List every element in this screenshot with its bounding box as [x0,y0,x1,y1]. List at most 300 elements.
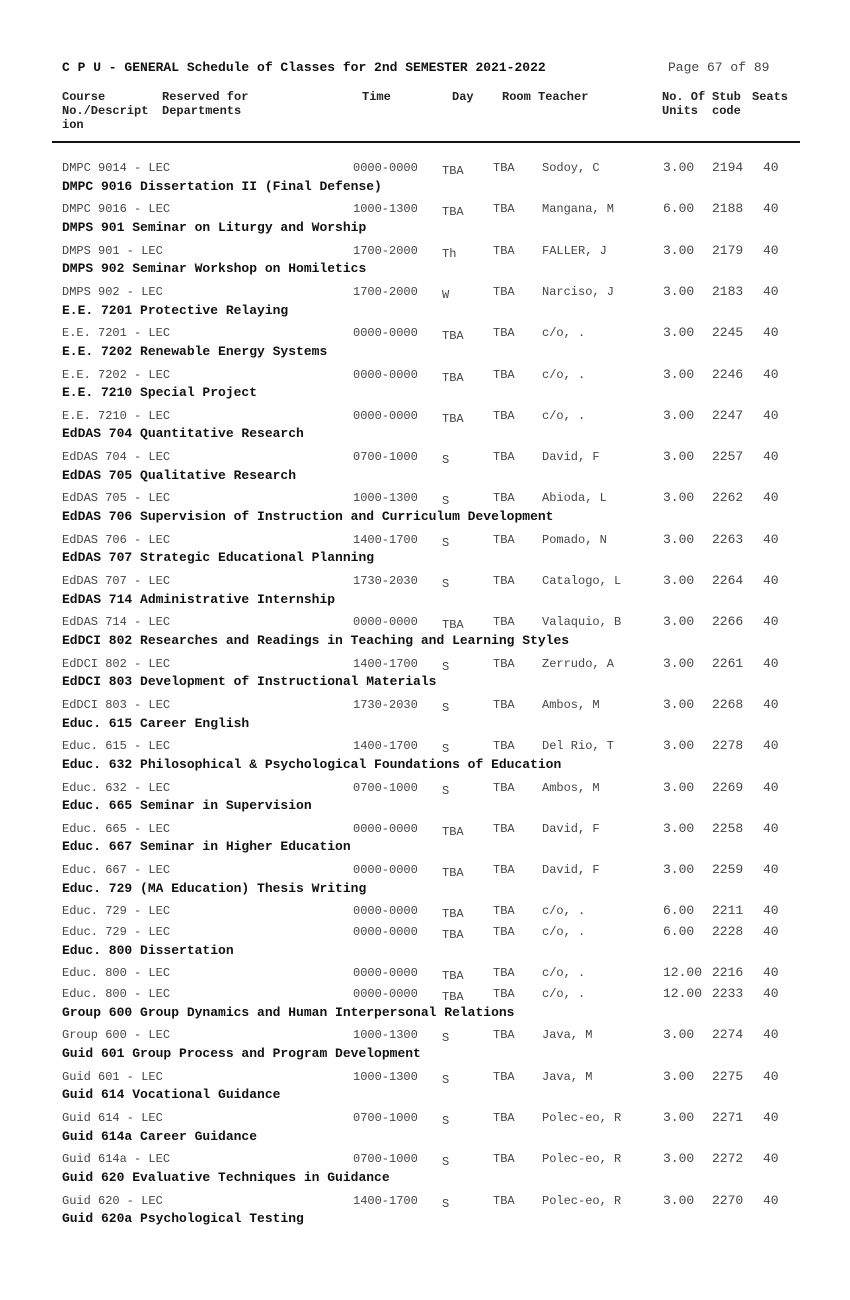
section-seats: 40 [763,490,779,506]
section-units: 3.00 [663,407,695,423]
section-code: EdDAS 704 - LEC [62,450,171,465]
section-teacher: Abioda, L [542,491,607,506]
section-code: EdDAS 706 - LEC [62,532,171,547]
column-header-stub-line2: code [712,104,741,118]
section-units: 12.00 [663,965,703,981]
section-day: TBA [442,411,464,426]
course-title: Guid 614a Career Guidance [62,1128,258,1144]
section-teacher: c/o, . [542,367,586,382]
section-units: 3.00 [663,283,695,299]
section-time: 0000-0000 [353,863,418,878]
section-room: TBA [493,450,515,465]
section-time: 1400-1700 [353,1193,418,1208]
section-stub-code: 2264 [712,573,744,588]
section-units: 3.00 [663,1151,695,1167]
section-seats: 40 [763,738,779,754]
section-code: Educ. 665 - LEC [62,821,171,836]
course-title-row [0,550,850,570]
course-title-row [0,344,850,364]
section-code: Guid 614a - LEC [62,1152,171,1167]
section-room: TBA [493,1193,515,1208]
section-code: EdDCI 803 - LEC [62,697,171,712]
course-title: DMPS 901 Seminar on Liturgy and Worship [62,219,367,235]
section-day: TBA [442,969,464,984]
section-day: S [442,1113,450,1128]
section-day: W [442,287,450,302]
section-stub-code: 2261 [712,655,744,671]
section-teacher: FALLER, J [542,243,607,258]
section-room: TBA [493,904,515,919]
course-title-row [0,592,850,612]
course-title-row [0,633,850,653]
section-stub-code: 2263 [712,531,744,547]
course-title-row [0,179,850,199]
section-time: 0700-1000 [353,450,418,465]
section-room: TBA [493,656,515,671]
section-stub-code: 2271 [712,1109,744,1125]
section-room: TBA [493,1028,515,1043]
section-time: 0000-0000 [353,408,418,423]
section-stub-code: 2228 [712,924,744,939]
section-day: S [442,1155,450,1170]
section-teacher: Polec-eo, R [542,1152,622,1167]
section-code: Educ. 615 - LEC [62,739,171,754]
section-code: EdDCI 802 - LEC [62,656,171,671]
section-row [0,1191,850,1211]
course-title: EdDCI 802 Researches and Readings in Teaching and Learning Styles [62,633,570,648]
section-day: TBA [442,205,464,220]
section-stub-code: 2179 [712,242,744,258]
section-row [0,282,850,302]
page-title: C P U - GENERAL Schedule of Classes for 2nd SEMESTER 2021-2022 [62,60,546,75]
section-time: 0000-0000 [353,904,418,919]
section-row [0,963,850,983]
section-room: TBA [493,739,515,754]
section-day: TBA [442,990,464,1004]
course-title: EdDAS 706 Supervision of Instruction and Curriculum Development [62,509,554,524]
section-teacher: Zerrudo, A [542,656,615,671]
course-title-row [0,798,850,818]
course-title-row [0,509,850,529]
section-teacher: David, F [542,450,600,465]
section-time: 0700-1000 [353,1152,418,1167]
section-code: Guid 601 - LEC [62,1069,163,1084]
section-room: TBA [493,780,515,795]
course-title-row [0,1005,850,1025]
section-units: 3.00 [663,738,695,754]
section-room: TBA [493,532,515,547]
section-teacher: c/o, . [542,966,586,981]
section-code: Educ. 632 - LEC [62,780,171,795]
section-room: TBA [493,408,515,423]
section-time: 1730-2030 [353,574,418,588]
section-room: TBA [493,161,515,175]
section-units: 3.00 [663,820,695,836]
column-header-units-line2: Units [662,104,699,118]
section-room: TBA [493,326,515,341]
section-seats: 40 [763,1068,779,1084]
section-day: S [442,783,450,798]
section-time: 0000-0000 [353,966,418,981]
section-time: 1000-1300 [353,1069,418,1084]
section-time: 1700-2000 [353,284,418,299]
course-title-row [0,757,850,777]
column-header-day: Day [452,90,474,104]
course-title-row [0,220,850,240]
section-stub-code: 2270 [712,1192,744,1208]
section-row [0,901,850,921]
column-header-units [662,90,705,118]
section-code: Educ. 800 - LEC [62,987,171,1001]
section-stub-code: 2259 [712,862,744,878]
course-title-row [0,385,850,405]
section-seats: 40 [763,573,779,588]
course-title: EdDAS 707 Strategic Educational Planning [62,550,375,566]
section-row [0,406,850,426]
section-day: TBA [442,824,464,839]
section-time: 0000-0000 [353,925,418,939]
section-day: TBA [442,907,464,922]
section-stub-code: 2274 [712,1027,744,1043]
column-header-seats: Seats [752,90,789,104]
section-units: 3.00 [663,862,695,878]
course-title-row [0,1046,850,1066]
section-row [0,199,850,219]
section-code: Educ. 729 - LEC [62,925,171,939]
section-day: TBA [442,928,464,942]
section-code: EdDAS 705 - LEC [62,491,171,506]
section-teacher: Polec-eo, R [542,1110,622,1125]
section-units: 3.00 [663,614,695,630]
column-header-reserved-line1: Reserved for [162,90,249,104]
section-time: 0000-0000 [353,326,418,341]
course-title: E.E. 7210 Special Project [62,385,258,401]
section-room: TBA [493,574,515,588]
section-seats: 40 [763,696,779,712]
section-seats: 40 [763,965,779,981]
course-title: Educ. 800 Dissertation [62,942,234,958]
section-seats: 40 [763,242,779,258]
column-header-course [62,90,148,132]
section-room: TBA [493,987,515,1001]
section-teacher: Del Rio, T [542,739,615,754]
section-code: DMPC 9016 - LEC [62,202,171,217]
section-day: S [442,535,450,550]
section-time: 1400-1700 [353,739,418,754]
column-header-stub [712,90,741,118]
section-units: 3.00 [663,1027,695,1043]
section-room: TBA [493,615,515,630]
section-teacher: Mangana, M [542,202,615,217]
course-title-row [0,1087,850,1107]
section-row [0,1108,850,1128]
section-units: 12.00 [663,986,703,1001]
section-units: 3.00 [663,696,695,712]
section-units: 6.00 [663,903,695,919]
section-teacher: David, F [542,863,600,878]
section-seats: 40 [763,820,779,836]
section-code: EdDAS 714 - LEC [62,615,171,630]
section-code: Educ. 729 - LEC [62,904,171,919]
column-header-stub-line1: Stub [712,90,741,104]
section-time: 0000-0000 [353,821,418,836]
section-seats: 40 [763,283,779,299]
section-row [0,488,850,508]
section-stub-code: 2216 [712,965,744,981]
section-room: TBA [493,202,515,217]
course-title: EdDAS 714 Administrative Internship [62,591,336,607]
course-title-row [0,261,850,281]
course-title-row [0,839,850,859]
section-teacher: c/o, . [542,987,586,1001]
course-title-row [0,716,850,736]
section-code: DMPS 901 - LEC [62,243,163,258]
course-title-row [0,303,850,323]
column-header-time: Time [362,90,391,104]
section-day: S [442,742,450,757]
section-time: 0000-0000 [353,367,418,382]
section-row [0,922,850,942]
course-title-row [0,943,850,963]
section-day: TBA [442,370,464,385]
section-time: 1700-2000 [353,243,418,258]
section-seats: 40 [763,903,779,919]
section-room: TBA [493,697,515,712]
section-room: TBA [493,367,515,382]
section-room: TBA [493,1110,515,1125]
section-row [0,778,850,798]
section-row [0,860,850,880]
section-code: Guid 620 - LEC [62,1193,163,1208]
section-stub-code: 2211 [712,903,744,919]
section-teacher: Catalogo, L [542,574,622,588]
course-title-row [0,674,850,694]
section-seats: 40 [763,655,779,671]
section-row [0,1025,850,1045]
course-title: E.E. 7201 Protective Relaying [62,302,289,318]
section-day: TBA [442,866,464,881]
section-seats: 40 [763,325,779,341]
header-divider [52,141,800,143]
column-header-reserved-line2: Departments [162,104,242,118]
section-room: TBA [493,284,515,299]
section-code: DMPS 902 - LEC [62,284,163,299]
section-seats: 40 [763,614,779,630]
section-units: 3.00 [663,1109,695,1125]
section-stub-code: 2194 [712,160,744,175]
section-code: Educ. 800 - LEC [62,966,171,981]
section-day: S [442,1072,450,1087]
section-stub-code: 2233 [712,986,744,1001]
section-row [0,323,850,343]
section-row [0,1067,850,1087]
course-title-row [0,468,850,488]
section-seats: 40 [763,1151,779,1167]
section-row [0,158,850,178]
section-teacher: Polec-eo, R [542,1193,622,1208]
section-units: 3.00 [663,242,695,258]
section-units: 3.00 [663,779,695,795]
section-units: 3.00 [663,160,695,175]
section-stub-code: 2268 [712,696,744,712]
section-stub-code: 2246 [712,366,744,382]
section-units: 6.00 [663,201,695,217]
section-time: 1000-1300 [353,1028,418,1043]
section-units: 3.00 [663,325,695,341]
section-day: S [442,1031,450,1046]
course-title-row [0,1129,850,1149]
section-row [0,1149,850,1169]
course-title-row [0,1211,850,1231]
section-units: 3.00 [663,531,695,547]
section-seats: 40 [763,407,779,423]
section-row [0,984,850,1004]
course-title: Guid 614 Vocational Guidance [62,1087,281,1103]
section-seats: 40 [763,1109,779,1125]
section-stub-code: 2269 [712,779,744,795]
section-stub-code: 2257 [712,449,744,465]
section-room: TBA [493,966,515,981]
section-units: 3.00 [663,573,695,588]
column-header-course-line3: ion [62,118,84,132]
section-day: S [442,659,450,674]
section-seats: 40 [763,1192,779,1208]
section-teacher: David, F [542,821,600,836]
section-teacher: c/o, . [542,408,586,423]
column-header-reserved [162,90,248,118]
section-time: 0000-0000 [353,987,418,1001]
column-header-room-teacher: Room Teacher [502,90,589,104]
section-teacher: Java, M [542,1069,593,1084]
section-row [0,530,850,550]
section-code: Educ. 667 - LEC [62,863,171,878]
section-units: 3.00 [663,655,695,671]
section-units: 3.00 [663,366,695,382]
course-title: E.E. 7202 Renewable Energy Systems [62,343,328,359]
section-time: 0000-0000 [353,615,418,630]
course-title: Guid 620 Evaluative Techniques in Guidance [62,1169,390,1185]
section-seats: 40 [763,449,779,465]
course-title-row [0,1170,850,1190]
section-room: TBA [493,863,515,878]
section-stub-code: 2272 [712,1151,744,1167]
section-stub-code: 2183 [712,283,744,299]
section-code: E.E. 7210 - LEC [62,408,171,423]
section-teacher: Java, M [542,1028,593,1043]
section-teacher: c/o, . [542,925,586,939]
section-units: 6.00 [663,924,695,939]
section-seats: 40 [763,160,779,175]
section-room: TBA [493,1069,515,1084]
section-stub-code: 2245 [712,325,744,341]
section-seats: 40 [763,366,779,382]
section-time: 1000-1300 [353,202,418,217]
section-row [0,447,850,467]
course-title-row [0,881,850,901]
section-room: TBA [493,821,515,836]
column-header-course-line1: Course [62,90,106,104]
section-time: 1000-1300 [353,491,418,506]
section-time: 1730-2030 [353,697,418,712]
course-title: Guid 601 Group Process and Program Development [62,1045,421,1061]
course-title: EdDCI 803 Development of Instructional Materials [62,674,437,690]
section-row [0,365,850,385]
section-code: EdDAS 707 - LEC [62,574,171,588]
section-day: S [442,453,450,468]
section-room: TBA [493,491,515,506]
section-stub-code: 2247 [712,407,744,423]
section-day: TBA [442,329,464,344]
section-row [0,571,850,591]
course-title-row [0,426,850,446]
section-row [0,736,850,756]
page-number: Page 67 of 89 [668,60,770,75]
section-day: TBA [442,618,464,633]
section-day: S [442,577,450,591]
section-teacher: c/o, . [542,326,586,341]
section-teacher: Ambos, M [542,697,600,712]
section-teacher: Narciso, J [542,284,615,299]
column-header-course-line2: No./Descript [62,104,149,118]
course-title: Guid 620a Psychological Testing [62,1211,304,1227]
course-title: Group 600 Group Dynamics and Human Interpersonal Relations [62,1004,515,1020]
section-day: S [442,1196,450,1211]
section-code: E.E. 7201 - LEC [62,326,171,341]
course-title: Educ. 632 Philosophical & Psychological Foundations of Education [62,756,562,772]
section-code: Group 600 - LEC [62,1028,171,1043]
section-seats: 40 [763,1027,779,1043]
section-day: S [442,700,450,715]
section-teacher: Sodoy, C [542,161,600,175]
section-day: TBA [442,164,464,178]
section-units: 3.00 [663,1068,695,1084]
course-title: Educ. 667 Seminar in Higher Education [62,839,351,855]
course-title: EdDAS 704 Quantitative Research [62,426,304,442]
section-stub-code: 2262 [712,490,744,506]
section-day: S [442,494,450,509]
section-stub-code: 2258 [712,820,744,836]
course-title: Educ. 665 Seminar in Supervision [62,798,312,814]
section-code: DMPC 9014 - LEC [62,161,171,175]
course-title: EdDAS 705 Qualitative Research [62,467,297,483]
section-row [0,612,850,632]
section-stub-code: 2275 [712,1068,744,1084]
course-title: DMPC 9016 Dissertation II (Final Defense) [62,178,382,194]
section-seats: 40 [763,986,779,1001]
course-title: Educ. 615 Career English [62,715,250,731]
section-units: 3.00 [663,449,695,465]
section-room: TBA [493,243,515,258]
section-code: E.E. 7202 - LEC [62,367,171,382]
section-time: 1400-1700 [353,656,418,671]
section-seats: 40 [763,924,779,939]
course-title: DMPS 902 Seminar Workshop on Homiletics [62,261,367,277]
section-seats: 40 [763,201,779,217]
section-day: Th [442,246,457,261]
section-row [0,241,850,261]
section-teacher: Valaquio, B [542,615,622,630]
section-code: Guid 614 - LEC [62,1110,163,1125]
section-row [0,654,850,674]
section-room: TBA [493,925,515,939]
course-title: Educ. 729 (MA Education) Thesis Writing [62,880,367,896]
section-time: 1400-1700 [353,532,418,547]
column-header-units-line1: No. Of [662,90,706,104]
section-time: 0700-1000 [353,780,418,795]
section-seats: 40 [763,862,779,878]
section-row [0,819,850,839]
section-row [0,695,850,715]
